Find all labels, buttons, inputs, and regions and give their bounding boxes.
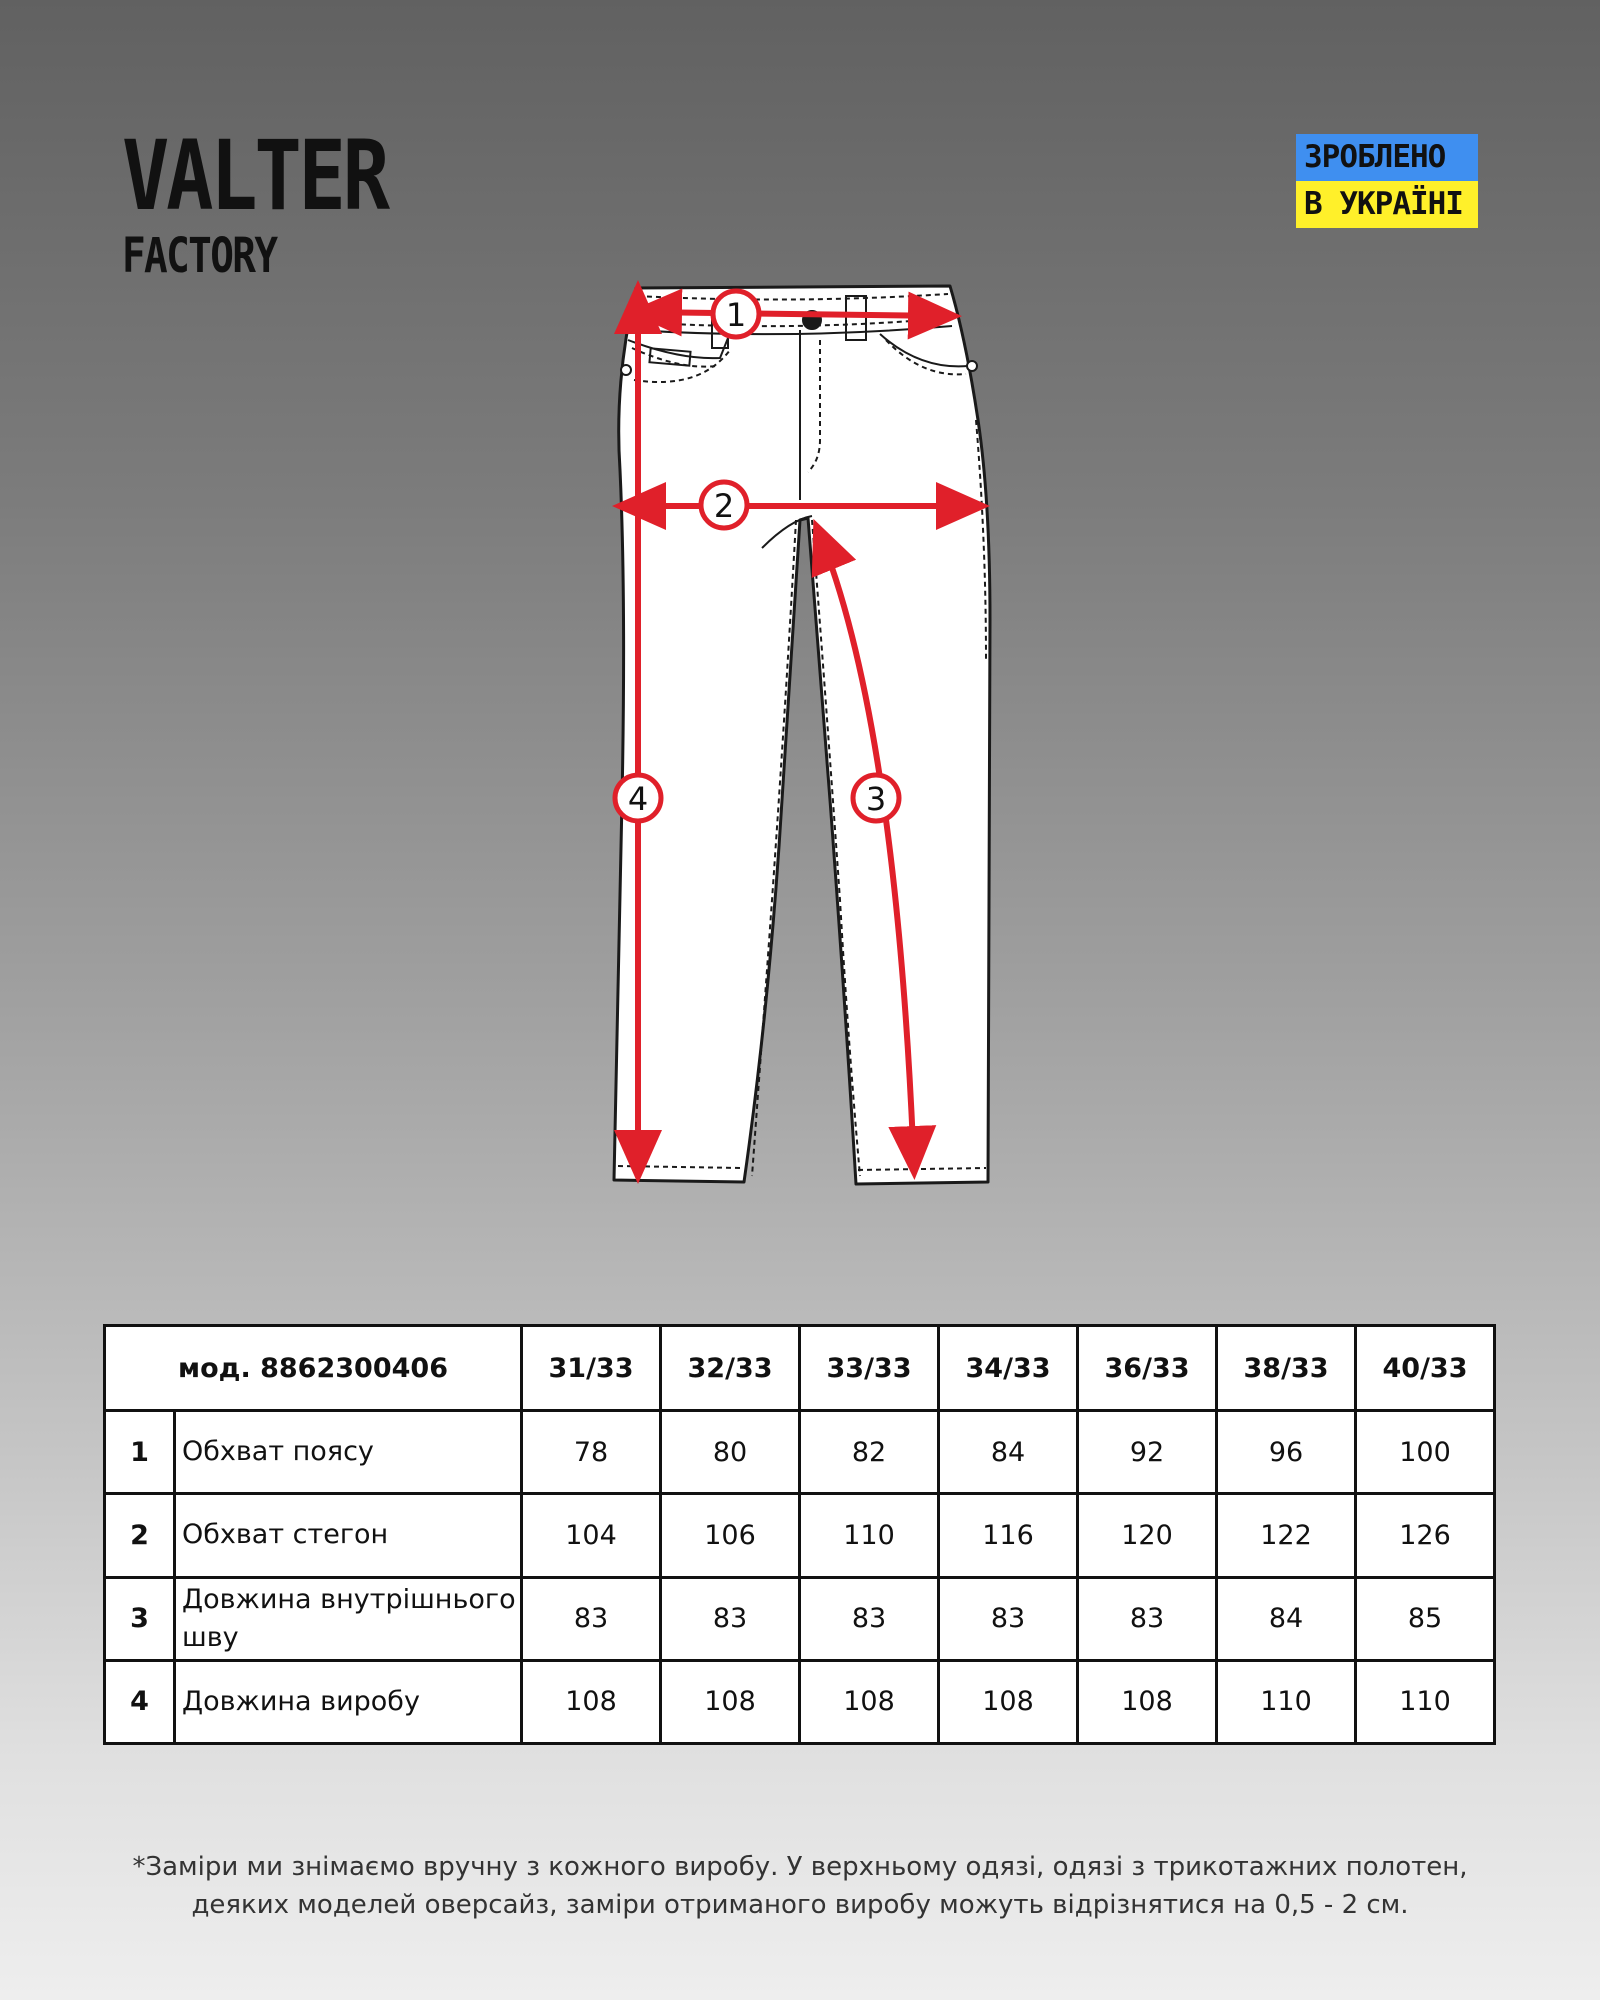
size-header: 32/33 — [661, 1326, 800, 1411]
marker-3-label: 3 — [865, 780, 887, 818]
table-cell: 110 — [800, 1494, 939, 1577]
marker-2-label: 2 — [713, 487, 735, 525]
table-cell: 83 — [939, 1577, 1078, 1660]
table-cell: 108 — [1078, 1660, 1217, 1743]
table-cell: 100 — [1356, 1411, 1495, 1494]
marker-4 — [615, 775, 661, 821]
row-number: 4 — [105, 1660, 175, 1743]
table-cell: 116 — [939, 1494, 1078, 1577]
footnote-line-1: *Заміри ми знімаємо вручну з кожного виробу. У верхньому одязі, одязі з трикотажних полотен, — [132, 1852, 1468, 1882]
table-cell: 122 — [1217, 1494, 1356, 1577]
marker-3 — [853, 775, 899, 821]
footnote-line-2: деяких моделей оверсайз, заміри отриманого виробу можуть відрізнятися на 0,5 - 2 см. — [191, 1890, 1409, 1920]
pants-outline — [614, 286, 990, 1184]
table-cell: 82 — [800, 1411, 939, 1494]
table-cell: 83 — [800, 1577, 939, 1660]
size-header: 38/33 — [1217, 1326, 1356, 1411]
table-header-row — [105, 1326, 1495, 1411]
table-cell: 104 — [522, 1494, 661, 1577]
table-cell: 108 — [522, 1660, 661, 1743]
row-label: Обхват стегон — [175, 1494, 522, 1577]
badge-line-2: В УКРАЇНІ — [1296, 181, 1478, 228]
size-header: 40/33 — [1356, 1326, 1495, 1411]
marker-4-label: 4 — [627, 780, 649, 818]
table-cell: 108 — [800, 1660, 939, 1743]
table-cell: 85 — [1356, 1577, 1495, 1660]
table-cell: 92 — [1078, 1411, 1217, 1494]
size-table — [103, 1324, 1496, 1745]
size-header: 31/33 — [522, 1326, 661, 1411]
table-cell: 126 — [1356, 1494, 1495, 1577]
table-cell: 83 — [522, 1577, 661, 1660]
table-row — [105, 1494, 1495, 1577]
model-label: мод. 8862300406 — [105, 1326, 522, 1411]
footnote — [80, 1848, 1520, 1924]
table-row — [105, 1660, 1495, 1743]
size-header: 33/33 — [800, 1326, 939, 1411]
table-row — [105, 1411, 1495, 1494]
row-label: Довжина внутрішнього шву — [175, 1577, 522, 1660]
marker-1 — [713, 291, 759, 337]
table-cell: 96 — [1217, 1411, 1356, 1494]
table-cell: 108 — [661, 1660, 800, 1743]
table-cell: 80 — [661, 1411, 800, 1494]
table-cell: 83 — [661, 1577, 800, 1660]
table-cell: 84 — [1217, 1577, 1356, 1660]
table-cell: 106 — [661, 1494, 800, 1577]
marker-2 — [701, 482, 747, 528]
arrow-waist — [640, 312, 950, 316]
row-number: 3 — [105, 1577, 175, 1660]
marker-1-label: 1 — [725, 296, 747, 334]
row-label: Обхват поясу — [175, 1411, 522, 1494]
size-header: 36/33 — [1078, 1326, 1217, 1411]
row-number: 1 — [105, 1411, 175, 1494]
row-label: Довжина виробу — [175, 1660, 522, 1743]
row-number: 2 — [105, 1494, 175, 1577]
table-cell: 78 — [522, 1411, 661, 1494]
table-cell: 83 — [1078, 1577, 1217, 1660]
table-cell: 84 — [939, 1411, 1078, 1494]
badge-line-1: ЗРОБЛЕНО — [1296, 134, 1478, 181]
table-cell: 108 — [939, 1660, 1078, 1743]
table-cell: 110 — [1356, 1660, 1495, 1743]
table-row — [105, 1577, 1495, 1660]
table-cell: 110 — [1217, 1660, 1356, 1743]
brand-name: VALTER — [122, 120, 387, 232]
brand-sub: FACTORY — [122, 228, 277, 284]
size-header: 34/33 — [939, 1326, 1078, 1411]
table-cell: 120 — [1078, 1494, 1217, 1577]
